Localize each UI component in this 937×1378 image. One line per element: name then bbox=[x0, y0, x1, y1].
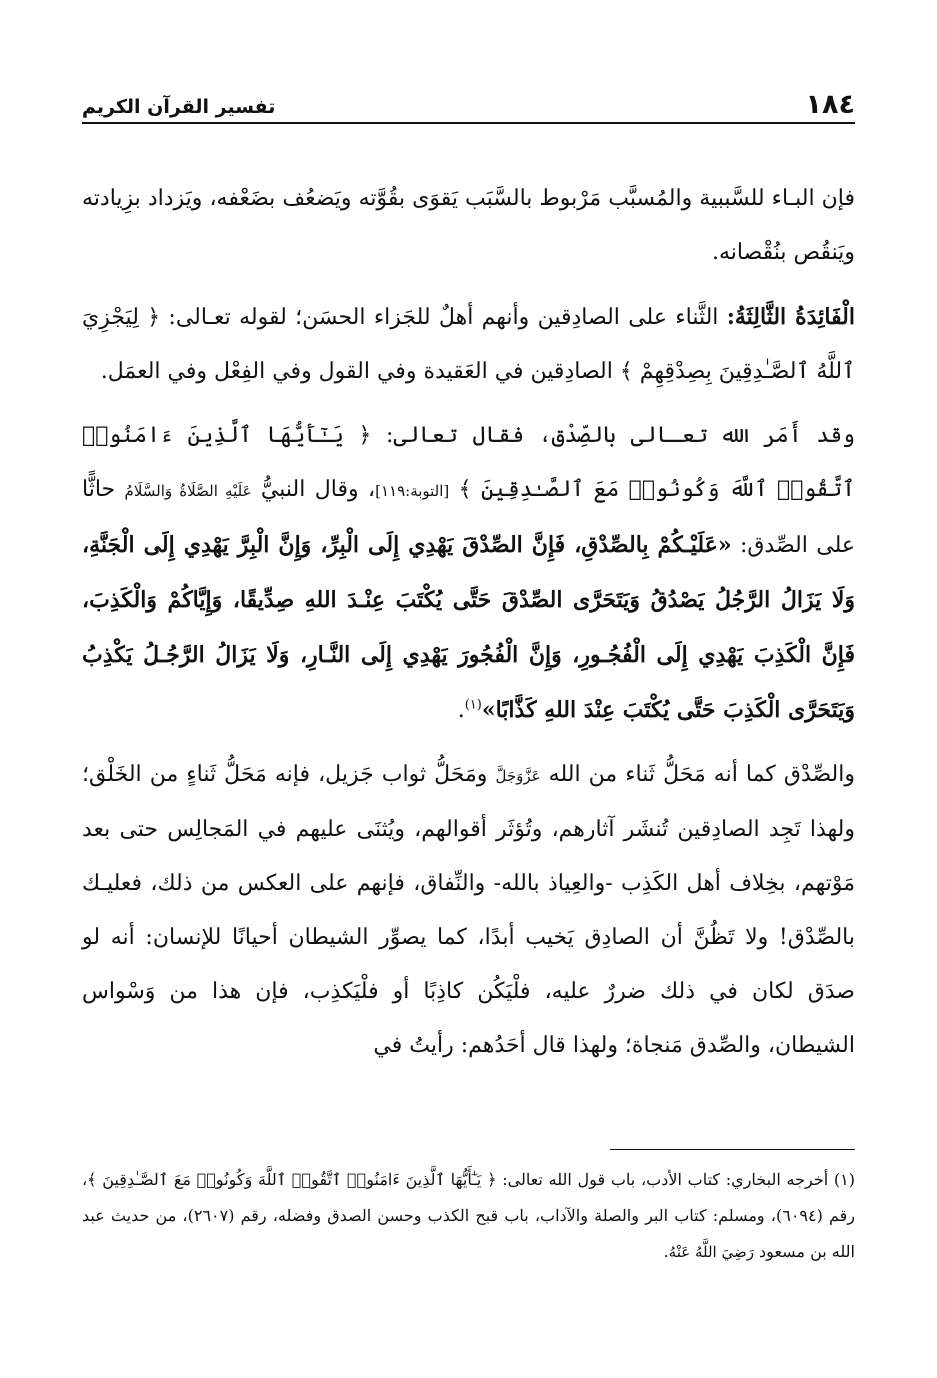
footnote-marker: (١) bbox=[464, 697, 482, 713]
hadith-text: «عَلَيْـكُمْ بِالصِّدْقِ، فَإِنَّ الصِّدْقَ يَهْدِي إِلَى الْبِرِّ، وَإِنَّ الْبِرَّ يَهْدِي إِلَى الْجَنَّةِ، وَلَا يَزَالُ الرَّجُلُ يَصْدُقُ وَيَتَحَرَّى الصِّدْقَ حَتَّى يُكْتَبَ عِنْـدَ اللهِ صِدِّيقًا، وَإِيَّاكُمْ وَالْكَذِبَ، فَإِنَّ الْكَذِبَ يَهْدِي إِلَى الْفُجُـورِ، وَإِنَّ الْفُجُورَ يَهْدِي إِلَى النَّـارِ، وَلَا يَزَالُ الرَّجُـلُ يَكْذِبُ وَيَتَحَرَّى الْكَذِبَ حَتَّى يُكْتَبَ عِنْدَ اللهِ كَذَّابًا» bbox=[82, 532, 855, 723]
page-number: ١٨٤ bbox=[805, 89, 855, 120]
urging-text: حاثًّا على الصِّدق: bbox=[82, 477, 855, 558]
praise-text-rest: ومَحَلُّ ثواب جَزيل، فإنه مَحَلُّ ثَناءٍ من الخَلْق؛ ولهذا تَجِد الصادِقين تُنشَر آثارهم، وتُؤثَر أقوالهم، ويُثنَى عليهم في المَجالِس حتى بعد مَوْتهم، بخِلاف أهل الكَذِب -والعِياذ بالله- والنِّفاق، فإنهم على العكس من ذلك، فعليـك بالصِّدْق! ولا تَظُنَّ أن الصادِق يَخيب أبدًا، كما يصوِّر الشيطان أحيانًا للإنسان: أنه لو صدَق لكان في ذلك ضررٌ عليه، فلْيَكُن كاذِبًا أو فلْيَكذِب، فإن هذا من وَسْواس الشيطان، والصِّدق مَنجاة؛ ولهذا قال أحَدُهم: رأيتُ في bbox=[82, 762, 855, 1058]
salutation: عَلَيْهِ الصَّلَاةُ وَالسَّلَامُ bbox=[124, 482, 252, 500]
main-text bbox=[82, 172, 855, 1083]
verse-reference: [التوبة:١١٩] bbox=[375, 482, 450, 500]
prophet-intro: ، وقال النبيُّ bbox=[251, 477, 376, 502]
paragraph-third-benefit bbox=[82, 290, 855, 399]
azza-wa-jalla: عَزَّوَجَلَّ bbox=[495, 767, 541, 785]
footnote-separator bbox=[610, 1149, 855, 1150]
benefit-text: الثَّناء على الصادِقين وأنهم أهلٌ للجَزاء الحسَن؛ لقوله تعـالى: ﴿ لِيَجْزِيَ ٱللَّهُ ٱلصَّـٰدِقِينَ بِصِدْقِهِمْ ﴾ الصادِقين في العَقيدة وفي القول وفي الفِعْل وفي العمَل. bbox=[82, 305, 855, 384]
verse-intro: وقد أَمَر الله تعـالى بالصِّدْق، فقال تعالى: ﴿ يَـٰٓأَيُّهَا ٱلَّذِينَ ءَامَنُوا۟ ٱتَّقُوا۟ ٱللَّهَ وَكُونُوا۟ مَعَ ٱلصَّـٰدِقِينَ ﴾ bbox=[82, 423, 855, 502]
benefit-heading: الْفَائِدَةُ الثَّالِثَةُ: bbox=[726, 304, 855, 330]
footnote-text: (١) أخرجه البخاري: كتاب الأدب، باب قول الله تعالى: ﴿ يَـٰٓأَيُّهَا ٱلَّذِينَ ءَامَنُوا۟ ٱتَّقُوا۟ ٱللَّهَ وَكُونُوا۟ مَعَ ٱلصَّـٰدِقِينَ ﴾، رقم (٦٠٩٤)، ومسلم: كتاب البر والصلة والآداب، باب قبح الكذب وحسن الصدق وفضله، رقم (٢٦٠٧)، من حديث عبد الله بن مسعود bbox=[82, 1170, 856, 1261]
hadith-end: . bbox=[457, 698, 465, 723]
paragraph-command-truthfulness bbox=[82, 409, 855, 738]
paragraph-causality: فإن البـاء للسَّببية والمُسبَّب مَرْبوط بالسَّبَب يَقوَى بقُوَّته ويَضعُف بضَعْفه، ويَزداد بزِيادته ويَنقُص بنُقْصانه. bbox=[82, 186, 855, 265]
footnote-end: . bbox=[663, 1242, 669, 1261]
footnote-radiya: رَضِيَ اللَّهُ عَنْهُ bbox=[668, 1243, 754, 1261]
footnote bbox=[82, 1162, 855, 1270]
praise-text-start: والصِّدْق كما أنه مَحَلُّ ثَناء من الله bbox=[540, 762, 855, 787]
page-header bbox=[82, 88, 855, 124]
book-title: تفسير القرآن الكريم bbox=[82, 96, 276, 118]
paragraph-praise-of-truth bbox=[82, 748, 855, 1073]
